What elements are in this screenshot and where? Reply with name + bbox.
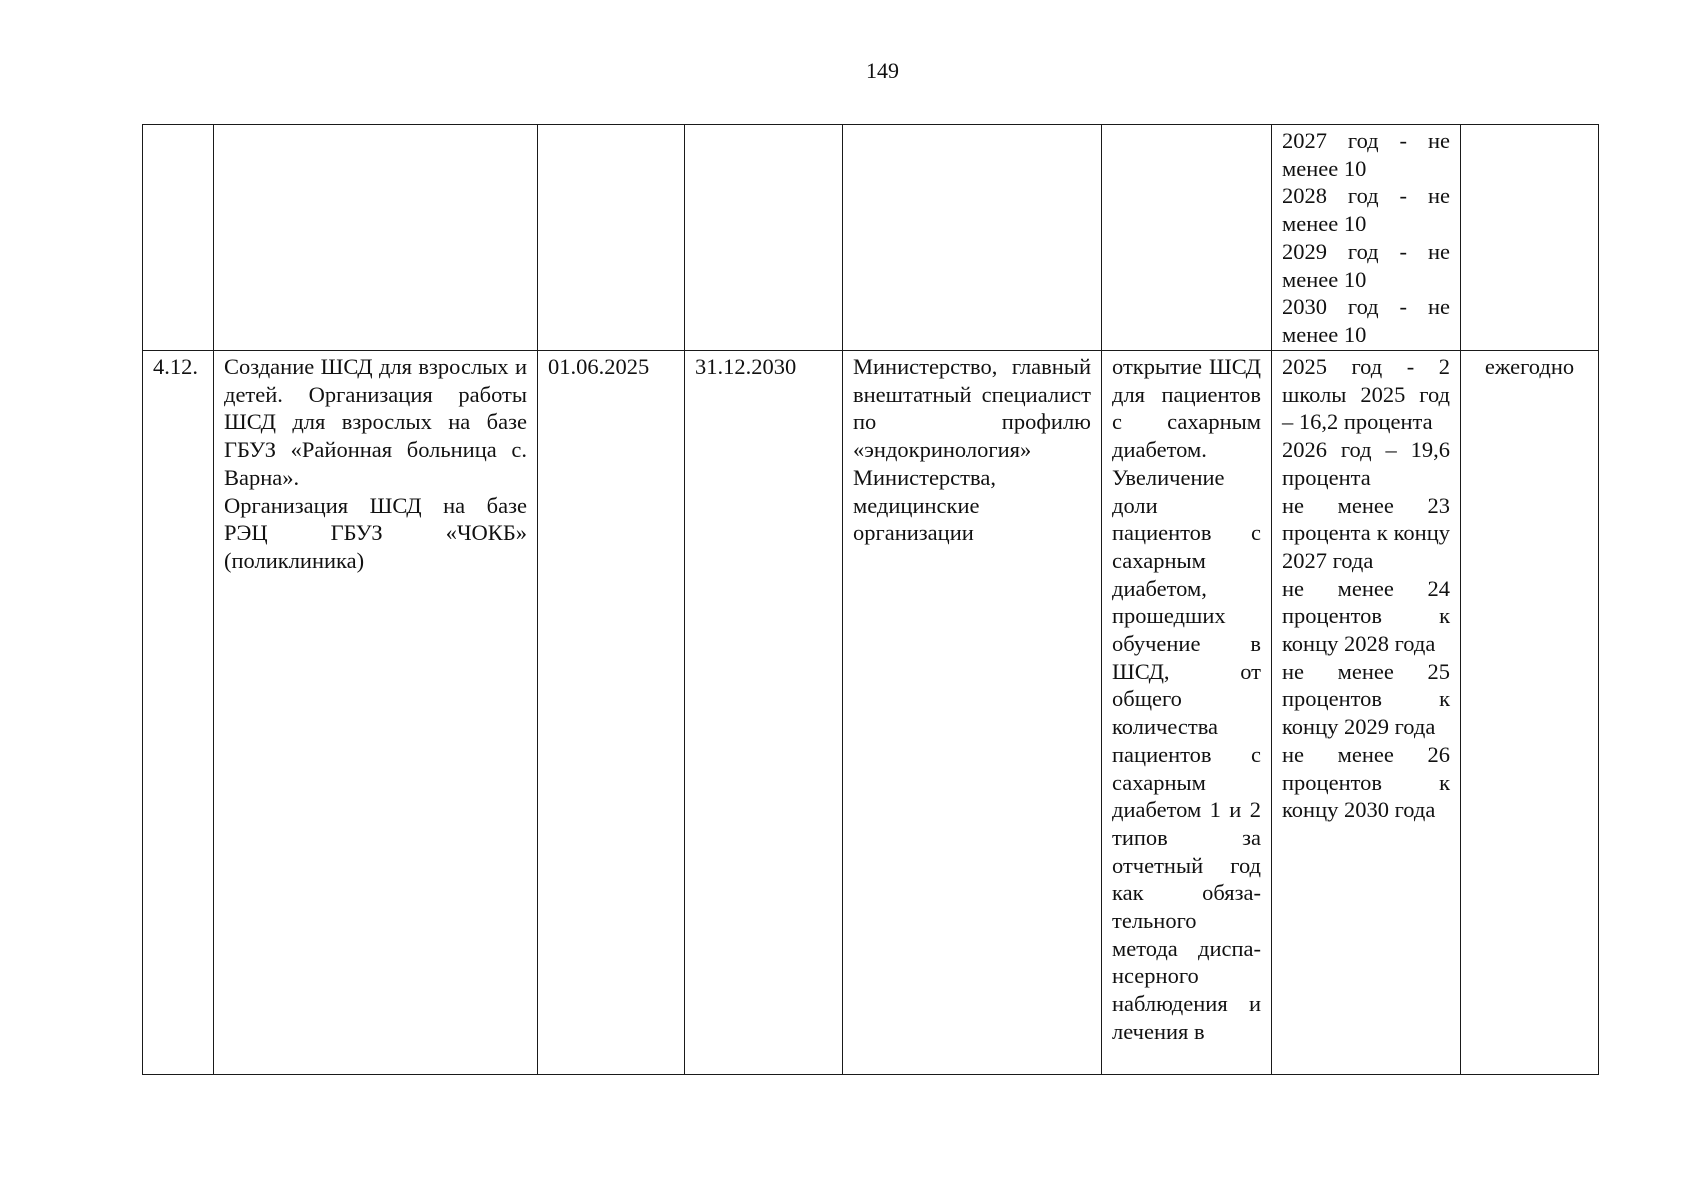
event-text: Создание ШСД для взрослых и детей. Организация работы ШСД для взрослых на базе ГБУЗ «Районная больница с. Варна». <box>224 354 527 490</box>
event-text: Организация ШСД на базе РЭЦ ГБУЗ «ЧОКБ» (поликлиника) <box>224 492 527 573</box>
continuation-targets-cell <box>1272 125 1461 351</box>
page-number: 149 <box>866 58 899 83</box>
cell-empty <box>538 125 685 351</box>
responsible-cell: Министерство, главный внештатный специалист по профилю «эндокринология» Министерства, медицинские организации <box>843 351 1102 1075</box>
row-number: 4.12. <box>143 351 214 1075</box>
cell-empty <box>685 125 843 351</box>
frequency-cell: ежегодно <box>1461 351 1599 1075</box>
cell-empty <box>1461 125 1599 351</box>
target-item: не менее 26 процентов к концу 2030 года <box>1282 741 1450 823</box>
cell-empty <box>843 125 1102 351</box>
activities-table <box>142 124 1599 1075</box>
result-cell: открытие ШСД для пациентов с сахарным диабетом. Увеличение доли пациентов с сахарным диабетом, прошедших обучение в ШСД, от общего количества пациентов с сахарным диабетом 1 и 2 типов за отчетный год как обяза-тельного метода диспа-нсерного наблюдения и лечения в <box>1102 351 1272 1075</box>
target-item: 2026 год – 19,6 процента <box>1282 437 1450 490</box>
table-row <box>143 351 1599 1075</box>
cell-empty <box>1102 125 1272 351</box>
target-item: 2025 год - 2 школы 2025 год – 16,2 процента <box>1282 354 1450 435</box>
target-item: не менее 23 процента к концу 2027 года <box>1282 492 1450 573</box>
target-item: не менее 24 процентов к концу 2028 года <box>1282 575 1450 657</box>
target-item: 2029 год - не менее 10 <box>1282 238 1450 292</box>
end-date: 31.12.2030 <box>685 351 843 1075</box>
continuation-row <box>143 125 1599 351</box>
target-item: 2028 год - не менее 10 <box>1282 183 1450 237</box>
event-cell <box>214 351 538 1075</box>
start-date: 01.06.2025 <box>538 351 685 1075</box>
target-item: 2027 год - не менее 10 <box>1282 128 1450 181</box>
cell-empty <box>214 125 538 351</box>
targets-cell <box>1272 351 1461 1075</box>
target-item: не менее 25 процентов к концу 2029 года <box>1282 658 1450 740</box>
target-item: 2030 год - не менее 10 <box>1282 294 1450 347</box>
cell-empty <box>143 125 214 351</box>
